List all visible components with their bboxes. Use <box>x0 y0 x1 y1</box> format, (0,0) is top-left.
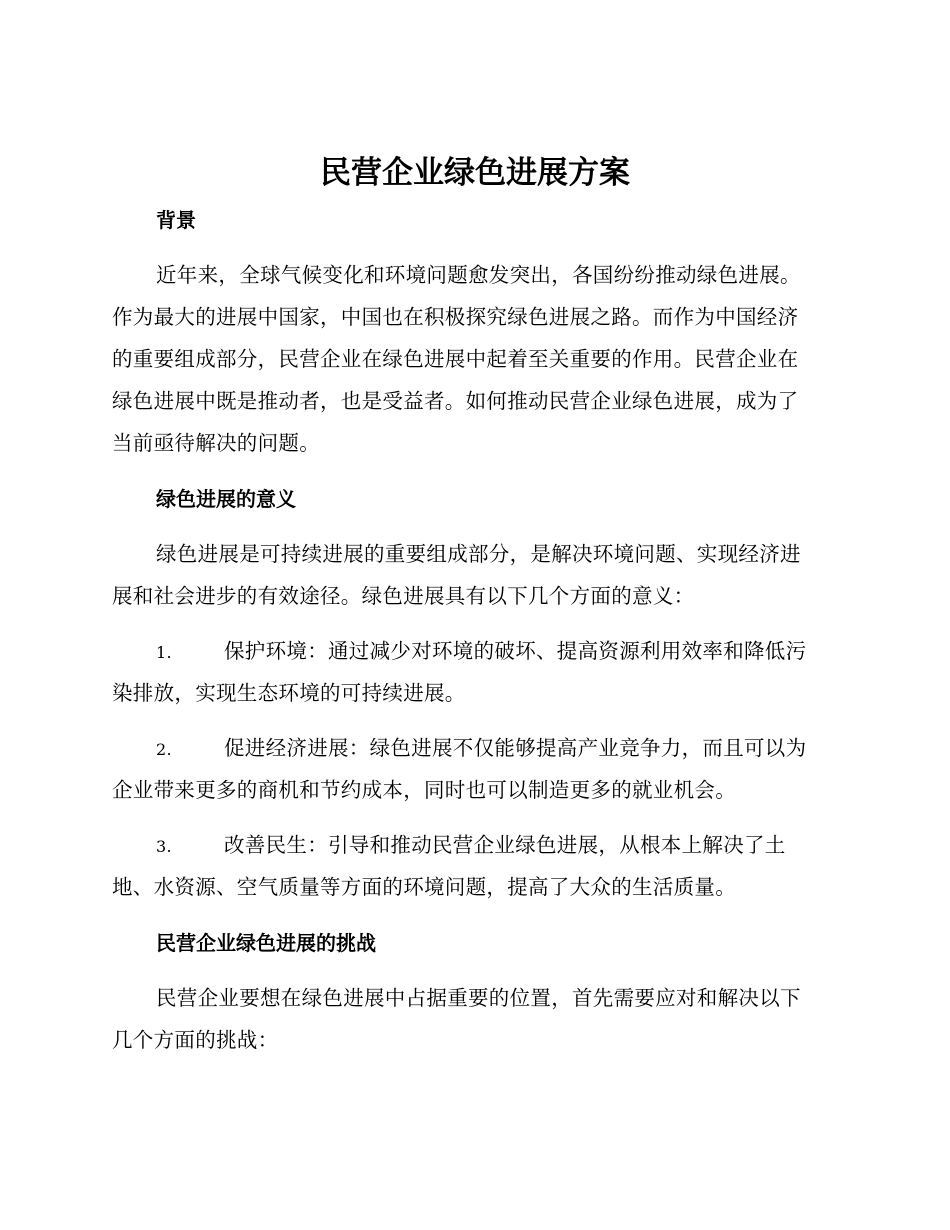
list-item-text: 保护环境：通过减少对环境的破坏、提高资源利用效率和降低污 <box>224 639 807 663</box>
paragraph-line: 绿色进展是可持续进展的重要组成部分，是解决环境问题、实现经济进 <box>156 542 801 566</box>
list-item-text: 促进经济进展：绿色进展不仅能够提高产业竞争力，而且可以为 <box>224 736 807 760</box>
section-heading-challenges: 民营企业绿色进展的挑战 <box>156 931 376 955</box>
paragraph-line: 几个方面的挑战： <box>112 1028 279 1052</box>
list-item-text: 企业带来更多的商机和节约成本，同时也可以制造更多的就业机会。 <box>112 778 736 802</box>
paragraph-challenges <box>112 977 832 1061</box>
paragraph-line: 绿色进展中既是推动者，也是受益者。如何推动民营企业绿色进展，成为了 <box>112 389 799 413</box>
paragraph-line: 当前亟待解决的问题。 <box>112 431 320 455</box>
paragraph-line: 近年来，全球气候变化和环境问题愈发突出，各国纷纷推动绿色进展。 <box>156 263 801 287</box>
paragraph-line: 的重要组成部分，民营企业在绿色进展中起着至关重要的作用。民营企业在 <box>112 347 799 371</box>
section-heading-background: 背景 <box>156 208 196 232</box>
paragraph-background <box>112 254 832 464</box>
list-item-2 <box>112 727 832 811</box>
document-title: 民营企业绿色进展方案 <box>320 155 630 191</box>
section-heading-significance: 绿色进展的意义 <box>156 487 296 511</box>
list-number: 2. <box>156 740 172 759</box>
list-item-3 <box>112 824 832 908</box>
paragraph-significance <box>112 533 832 617</box>
list-number: 3. <box>156 837 172 856</box>
paragraph-line: 民营企业要想在绿色进展中占据重要的位置，首先需要应对和解决以下 <box>156 986 801 1010</box>
paragraph-line: 作为最大的进展中国家，中国也在积极探究绿色进展之路。而作为中国经济 <box>112 305 799 329</box>
list-item-text: 地、水资源、空气质量等方面的环境问题，提高了大众的生活质量。 <box>112 875 736 899</box>
paragraph-line: 展和社会进步的有效途径。绿色进展具有以下几个方面的意义： <box>112 584 695 608</box>
list-item-1 <box>112 630 832 714</box>
list-item-text: 染排放，实现生态环境的可持续进展。 <box>112 681 466 705</box>
list-item-text: 改善民生：引导和推动民营企业绿色进展，从根本上解决了土 <box>224 833 786 857</box>
list-number: 1. <box>156 643 172 662</box>
